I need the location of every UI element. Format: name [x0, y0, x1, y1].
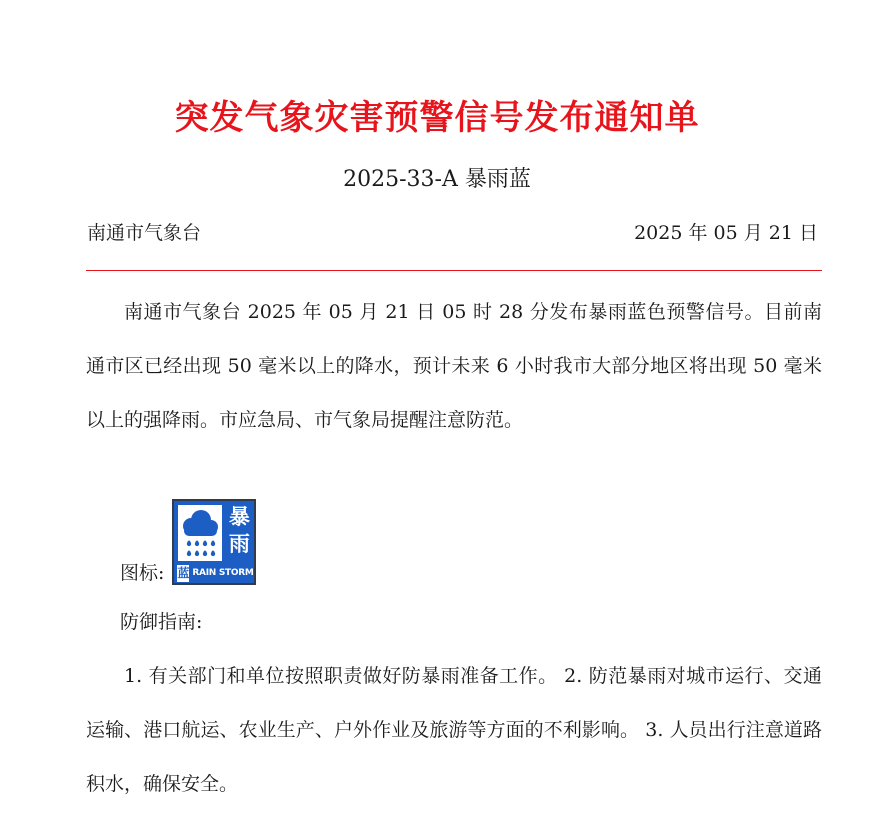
signal-char-1: 暴	[228, 505, 250, 529]
red-divider	[86, 270, 822, 271]
warning-body-paragraph: 南通市气象台 2025 年 05 月 21 日 05 时 28 分发布暴雨蓝色预警信号。目前南通市区已经出现 50 毫米以上的降水，预计未来 6 小时我市大部分地区将出现 50 毫米以上的强降雨。市应急局、市气象局提醒注意防范。	[86, 301, 822, 431]
signal-side-text	[225, 504, 253, 558]
issuer-name: 南通市气象台	[87, 222, 202, 244]
document-number: 2025-33-A 暴雨蓝	[343, 167, 531, 192]
signal-char-2: 雨	[228, 532, 250, 556]
rainstorm-cloud-icon	[178, 505, 222, 561]
icon-label: 图标:	[120, 562, 165, 584]
signal-english-text: RAIN STORM	[192, 568, 254, 578]
cloud-panel	[178, 505, 222, 561]
rainstorm-blue-signal-icon	[172, 499, 256, 585]
icon-row	[120, 497, 256, 585]
signal-bottom-row	[177, 564, 253, 582]
signal-level-char: 蓝	[177, 565, 190, 580]
defense-guide-heading: 防御指南:	[120, 611, 203, 633]
notice-title: 突发气象灾害预警信号发布通知单	[174, 98, 700, 138]
defense-guide-text: 1. 有关部门和单位按照职责做好防暴雨准备工作。 2. 防范暴雨对城市运行、交通运输、港口航运、农业生产、户外作业及旅游等方面的不利影响。 3. 人员出行注意道路积水，确保安全。	[86, 665, 822, 795]
issue-date: 2025 年 05 月 21 日	[634, 222, 818, 244]
